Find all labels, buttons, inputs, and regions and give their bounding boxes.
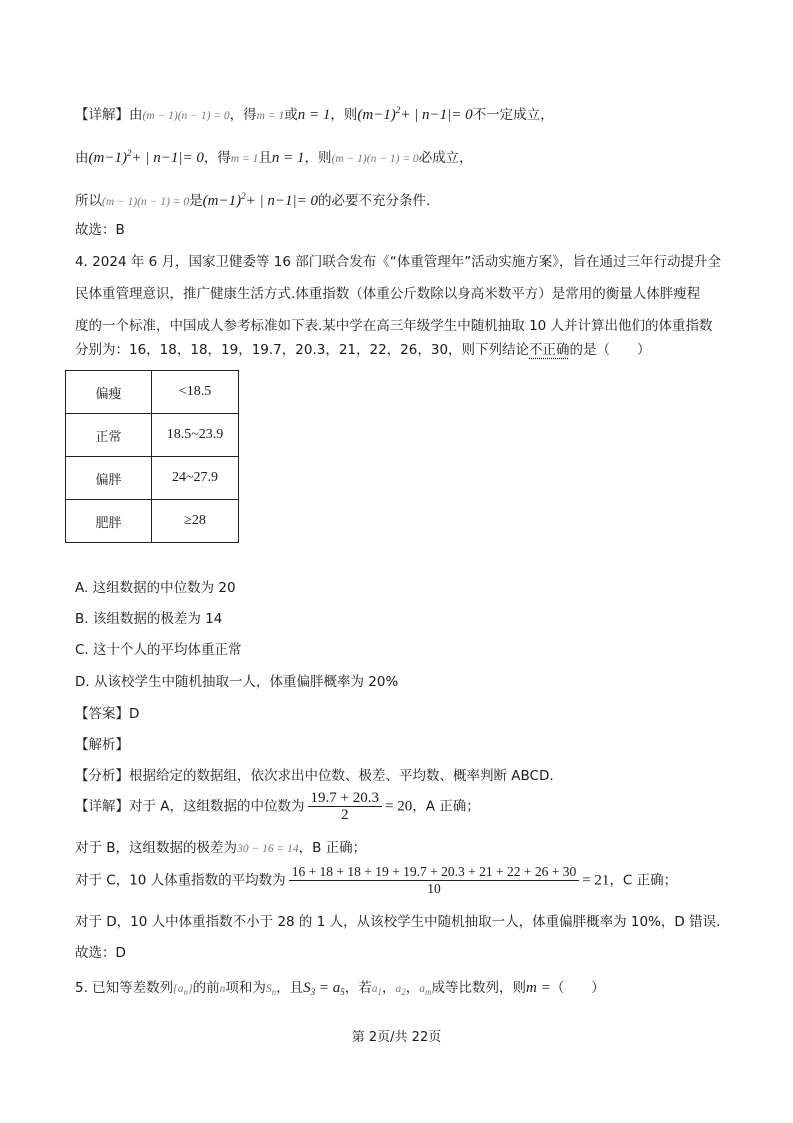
table-row [66,457,239,500]
table-cell-range: 18.5~23.9 [152,414,239,457]
answer-tag: 【答案】 [75,706,129,722]
choice-line-2: 故选：D [75,945,126,961]
table-row [66,371,239,414]
table-cell-category: 正常 [66,414,152,457]
choice-line-1: 故选：B [75,222,125,238]
detail-d-line: 对于 D，10 人中体重指数不小于 28 的 1 人，从该校学生中随机抽取一人，体重偏胖概率为 10%，D 错误. [75,914,721,930]
table-row [66,500,239,543]
detail-a-line: 【详解】对于 A，这组数据的中位数为 $\frac{19.7 + 20.3}{2}$ = 20，A 正确； [75,790,480,823]
option-b: B. 该组数据的极差为 14 [75,611,223,627]
answer-value: D [129,706,140,722]
table-cell-range: ≥28 [152,500,239,543]
option-c: C. 这十个人的平均体重正常 [75,642,242,658]
q4-line-2: 民体重管理意识，推广健康生活方式.体重指数（体重公斤数除以身高米数平方）是常用的衡量人体胖瘦程 [75,286,701,302]
option-a: A. 这组数据的中位数为 20 [75,580,236,596]
formula-grey: (m − 1)(n − 1) = 0 [142,110,230,122]
table-cell-category: 偏胖 [66,457,152,500]
formula: $(m-1)^2+$ | n−1|= 0 [202,191,318,209]
formula: $(m-1)^2+$ | n−1|= 0 [357,105,473,123]
fraction: $\frac{16 + 18 + 18 + 19 + 19.7 + 20.3 + 21 + 22 + 26 + 30}{10}$ [289,864,580,897]
q4-line-3: 度的一个标准，中国成人参考标准如下表.某中学在高三年级学生中随机抽取 10 人并计算出他们的体重指数 [75,318,713,334]
detail-line-3: 所以(m − 1)(n − 1) = 0是$(m-1)^2+$ | n−1|= 0的必要不充分条件. [75,191,431,209]
detail-line-2: 由$(m-1)^2+$ | n−1|= 0，得m = 1且n = 1，则(m − 1)(n − 1) = 0必成立， [75,148,473,166]
table-row [66,414,239,457]
q4-line-4: 分别为：16，18，18，19，19.7，20.3，21，22，26，30，则下列结论不正确的是（ ） [75,342,651,358]
table-cell-category: 肥胖 [66,500,152,543]
emphasis-text: 不正确 [529,342,570,358]
bmi-standard-table [65,370,239,543]
fenxi-line: 【分析】根据给定的数据组，依次求出中位数、极差、平均数、概率判断 ABCD. [75,768,554,784]
detail-b-line: 对于 B，这组数据的极差为30 − 16 = 14，B 正确； [75,840,367,856]
detail-tag: 【详解】 [75,107,129,123]
analysis-tag: 【解析】 [75,737,129,753]
q4-line-1: 4. 2024 年 6 月，国家卫健委等 16 部门联合发布《“体重管理年”活动实施方案》，旨在通过三年行动提升全 [75,254,721,270]
answer-line [75,704,139,724]
detail-line-1: 【详解】由(m − 1)(n − 1) = 0，得m = 1或n = 1，则$(m-1)^2+$ | n−1|= 0不一定成立， [75,105,554,123]
page-footer: 第 2页/共 22页 [351,1030,442,1045]
q5-line: 5. 已知等差数列$\{a_n\}$的前n项和为$S_n$，且$S_3 = a_5$，若$a_1$，$a_2$，$a_m$成等比数列，则m =（ ） [75,980,605,997]
option-d: D. 从该校学生中随机抽取一人，体重偏胖概率为 20% [75,674,399,690]
formula: $(m-1)^2+$ | n−1|= 0 [88,148,204,166]
fraction: $\frac{19.7 + 20.3}{2}$ [308,790,382,823]
table-cell-range: <18.5 [152,371,239,414]
table-cell-range: 24~27.9 [152,457,239,500]
table-cell-category: 偏瘦 [66,371,152,414]
detail-c-line: 对于 C，10 人体重指数的平均数为 $\frac{16 + 18 + 18 + 19 + 19.7 + 20.3 + 21 + 22 + 26 + 30}{10}$ = 21，C 正确； [75,864,678,896]
